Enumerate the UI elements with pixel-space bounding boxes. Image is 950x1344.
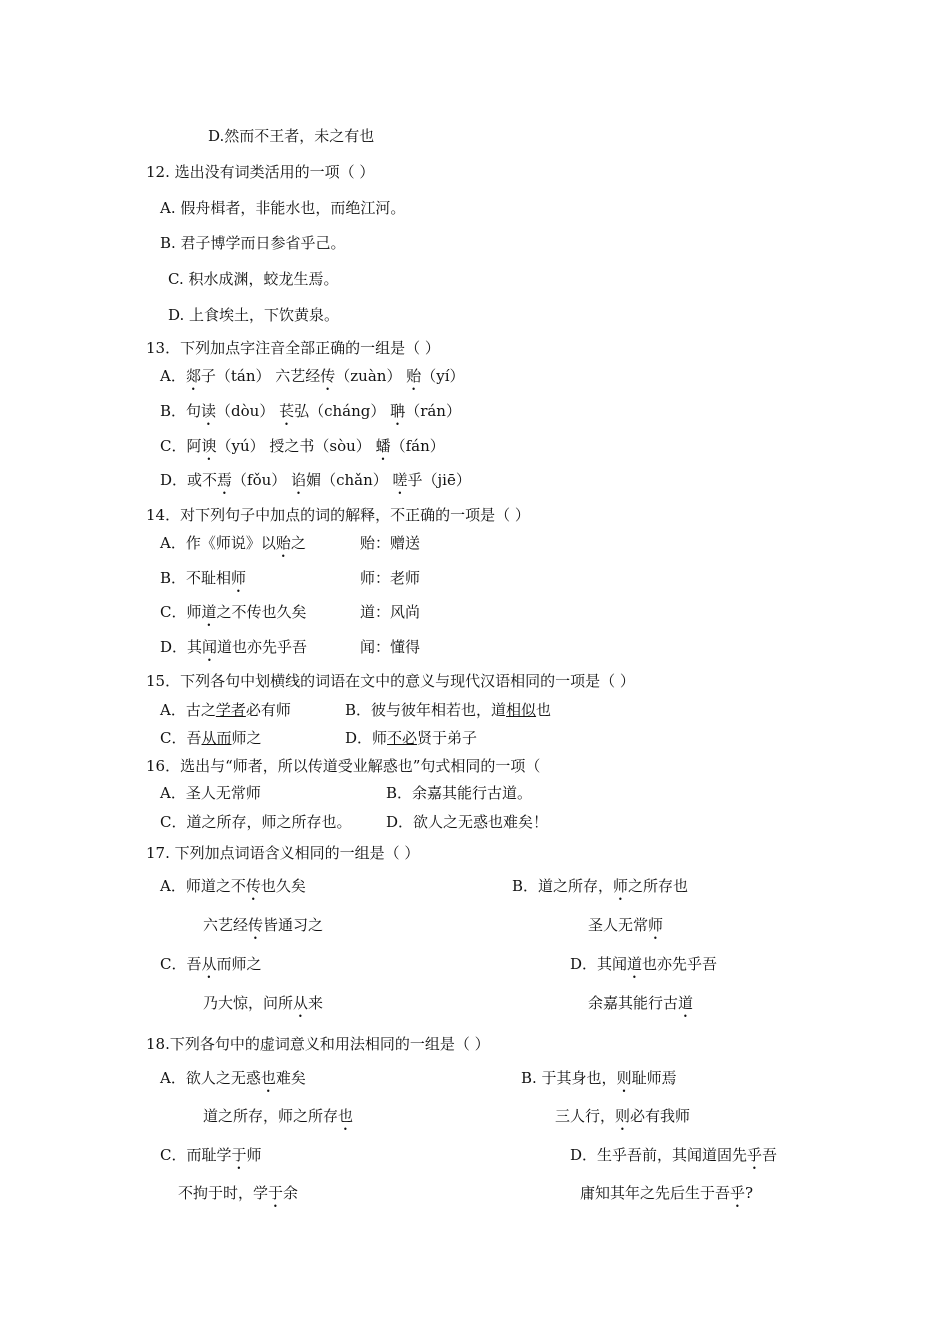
text: 之所存也 [628,877,689,895]
text: ? [745,1184,754,1202]
q12-option-d: D. 上食埃土，下饮黄泉。 [168,306,340,324]
dotted-char: 蟠 [375,437,391,455]
dotted-char: 聃 [390,402,406,420]
q17-option-a-line1 [160,876,306,904]
text: 吾 [762,1146,778,1164]
text: D．师 [345,729,388,747]
q12-option-b: B. 君子博学而日参省乎己。 [160,234,346,252]
dotted-char: 嗟 [392,471,408,489]
underlined-word: 从而 [201,729,232,747]
q18-option-d-line1 [570,1145,777,1173]
q16-option-d: D．欲人之无惑也难矣！ [386,813,549,831]
text: （rán） [405,402,461,420]
dotted-char: 谀 [201,437,217,455]
q15-stem: 15．下列各句中划横线的词语在文中的意义与现代汉语相同的一项是（ ） [146,672,635,690]
text: A．古之 [160,701,216,719]
q15-option-b [345,700,551,720]
text: 也久矣 [260,877,306,895]
q16-option-c: C．道之所存，师之所存也。 [160,813,352,831]
text: B. 于其身也， [521,1069,617,1087]
q18-option-c-line2 [178,1183,298,1211]
text: （yí） [421,367,465,385]
text: B．不耻相 [160,569,232,587]
q16-option-b: B．余嘉其能行古道。 [386,784,533,802]
text: 不拘于时，学 [178,1184,269,1202]
text: 来 [308,994,324,1012]
q18-option-c-line1 [160,1145,262,1173]
text: 弘（cháng） [294,402,391,420]
q13-stem: 13．下列加点字注音全部正确的一组是（ ） [146,339,440,357]
q17-option-b-line1 [512,876,688,904]
q14-option-c-explanation: 道：风尚 [360,603,421,621]
q14-option-a-explanation: 贻：赠送 [360,534,421,552]
q17-option-a-line2 [203,915,323,943]
dotted-char: 于 [268,1184,284,1202]
dotted-char: 则 [616,1069,632,1087]
text: 圣人无常 [588,916,649,934]
text: 而师之 [216,955,262,973]
q15-option-d [345,728,477,748]
q13-option-b [160,401,461,429]
text: C．阿 [160,437,202,455]
q12-option-c: C. 积水成渊，蛟龙生焉。 [168,270,339,288]
q14-option-a [160,533,306,561]
dotted-char: 道 [678,994,694,1012]
dotted-char: 焉 [217,471,233,489]
q12-option-a: A. 假舟楫者，非能水也，而绝江河。 [160,199,406,217]
q14-option-b-explanation: 师：老师 [360,569,421,587]
text: 皆通习之 [263,916,324,934]
dotted-char: 郯 [185,367,201,385]
dotted-char: 也 [260,1069,276,1087]
q13-option-a [160,366,465,394]
q12-stem: 12. 选出没有词类活用的一项（ ） [146,163,375,181]
dotted-char: 贻 [406,367,422,385]
text: 乎（jiē） [407,471,471,489]
text: D．生乎吾前，其闻道固先 [570,1146,748,1164]
text: 也 [536,701,552,719]
text: C．而耻学 [160,1146,232,1164]
q17-option-b-line2 [588,915,663,943]
text: D．或不 [160,471,218,489]
dotted-char: 读 [201,402,217,420]
text: （fǒu） [232,471,292,489]
q13-option-c [160,436,445,464]
q18-option-a-line2 [203,1106,353,1134]
text: 师 [246,1146,262,1164]
text: C．吾 [160,955,202,973]
text: D．其 [160,638,203,656]
dotted-char: 则 [615,1107,631,1125]
text: （fán） [390,437,445,455]
text: 贤于弟子 [417,729,478,747]
q17-option-c-line1 [160,954,262,982]
dotted-char: 道 [627,955,643,973]
q17-stem: 17. 下列加点词语含义相同的一组是（ ） [146,844,420,862]
text: 必有我师 [630,1107,691,1125]
dotted-char: 从 [293,994,309,1012]
text: （yú） 授之书（sòu） [216,437,376,455]
dotted-char: 师 [231,569,247,587]
dotted-char: 苌 [279,402,295,420]
q14-stem: 14．对下列句子中加点的词的解释，不正确的一项是（ ） [146,506,530,524]
q17-option-d-line1 [570,954,717,982]
q17-option-d-line2 [588,993,693,1021]
text: 三人行， [555,1107,616,1125]
text: 乃大惊，问所 [203,994,294,1012]
q16-stem: 16．选出与“师者，所以传道受业解惑也”句式相同的一项（ [146,757,541,775]
text: 庸知其年之先后生于吾 [580,1184,731,1202]
text: 子（tán） 六艺经 [200,367,321,385]
text: A．作《师说》以 [160,534,276,552]
q18-option-a-line1 [160,1068,306,1096]
text: 之不传也久矣 [216,603,307,621]
text: A． [160,367,186,385]
text: B．彼与彼年相若也，道 [345,701,507,719]
q17-option-c-line2 [203,993,323,1021]
dotted-char: 从 [201,955,217,973]
underlined-word: 相似 [506,701,537,719]
text: 难矣 [275,1069,306,1087]
text: 耻师焉 [631,1069,677,1087]
text: A．师道之不 [160,877,246,895]
dotted-char: 于 [231,1146,247,1164]
q15-option-a [160,700,291,720]
q14-option-d [160,637,307,665]
dotted-char: 闻 [202,638,218,656]
q14-option-c [160,602,307,630]
text: B．道之所存， [512,877,614,895]
dotted-char: 谄 [291,471,307,489]
dotted-char: 贻 [275,534,291,552]
q18-stem: 18.下列各句中的虚词意义和用法相同的一组是（ ） [146,1035,490,1053]
q18-option-b-line2 [555,1106,690,1134]
q14-option-d-explanation: 闻：懂得 [360,638,421,656]
text: C．师 [160,603,202,621]
dotted-char: 师 [613,877,629,895]
underlined-word: 学者 [215,701,246,719]
text: 道也亦先乎吾 [217,638,308,656]
text: （zuàn） [335,367,407,385]
dotted-char: 传 [248,916,264,934]
q11-option-d: D.然而不王者，未之有也 [208,127,375,145]
dotted-char: 传 [245,877,261,895]
dotted-char: 乎 [747,1146,763,1164]
dotted-char: 乎 [730,1184,746,1202]
q14-option-b [160,568,246,596]
dotted-char: 传 [320,367,336,385]
q13-option-d [160,470,471,498]
dotted-char: 道 [201,603,217,621]
text: C．吾 [160,729,202,747]
q16-option-a: A．圣人无常师 [160,784,261,802]
text: B．句 [160,402,202,420]
underlined-word: 不必 [387,729,418,747]
dotted-char: 师 [648,916,664,934]
q18-option-d-line2 [580,1183,753,1211]
text: 余嘉其能行古 [588,994,679,1012]
text: 也亦先乎吾 [642,955,718,973]
text: （dòu） [216,402,280,420]
text: 六艺经 [203,916,249,934]
text: 之 [290,534,306,552]
q15-option-c [160,728,262,748]
text: 媚（chǎn） [306,471,393,489]
text: A．欲人之无惑 [160,1069,261,1087]
text: 师之 [231,729,262,747]
text: 道之所存，师之所存 [203,1107,339,1125]
text: D．其闻 [570,955,628,973]
dotted-char: 也 [338,1107,354,1125]
text: 余 [283,1184,299,1202]
q18-option-b-line1 [521,1068,677,1096]
text: 必有师 [245,701,291,719]
